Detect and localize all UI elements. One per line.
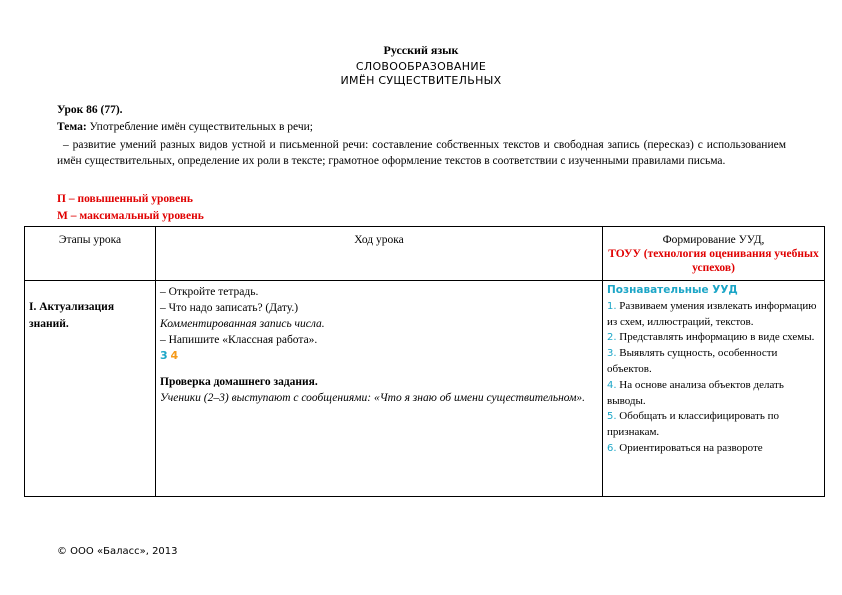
- flow-line-4: – Напишите «Классная работа».: [160, 334, 318, 346]
- header-uud-line1: Формирование УУД,: [662, 234, 765, 246]
- uud-title: Познавательные УУД: [607, 284, 738, 296]
- header-flow: Ход урока: [156, 227, 603, 281]
- page-title-line-2: ИМЁН СУЩЕСТВИТЕЛЬНЫХ: [340, 74, 502, 87]
- uud-item: 1. Развиваем умения извлекать информацию из схем, иллюстраций, текстов.: [607, 299, 817, 328]
- level-maximum: М – максимальный уровень: [57, 210, 204, 222]
- uud-item: 5. Обобщать и классифицировать по признакам.: [607, 410, 779, 439]
- stage-cell: [25, 281, 156, 497]
- slide-number-4: 4: [170, 349, 179, 362]
- header-stages: Этапы урока: [25, 227, 156, 281]
- flow-line-1: – Откройте тетрадь.: [160, 286, 259, 298]
- uud-item: 4. На основе анализа объектов делать выводы.: [607, 378, 784, 407]
- uud-item: 3. Выявлять сущность, особенности объектов.: [607, 347, 778, 375]
- table-row: [25, 281, 825, 497]
- topic-text: Употребление имён существительных в речи;: [86, 121, 313, 133]
- flow-cell: [156, 281, 603, 497]
- lesson-topic: [57, 120, 786, 136]
- header-toyu: ТОУУ (технология оценивания учебных успехов): [608, 248, 819, 274]
- uud-cell: [603, 281, 825, 497]
- table-header-row: [25, 227, 825, 281]
- lesson-plan-table: [24, 226, 825, 497]
- copyright-footer: © ООО «Баласс», 2013: [57, 546, 178, 557]
- topic-label: Тема:: [57, 121, 87, 133]
- slide-number-3: 3: [160, 349, 168, 362]
- stage-roman: I: [29, 301, 34, 313]
- slide-numbers: [160, 348, 598, 364]
- subject-title: Русский язык: [383, 43, 459, 57]
- lesson-number: Урок 86 (77).: [57, 104, 123, 116]
- flow-line-2: – Что надо записать? (Дату.): [160, 302, 299, 314]
- level-advanced: П – повышенный уровень: [57, 193, 193, 205]
- homework-title: Проверка домашнего задания.: [160, 376, 318, 388]
- uud-item: 2. Представлять информацию в виде схемы.: [607, 331, 815, 344]
- flow-line-3: Комментированная запись числа.: [160, 318, 325, 330]
- lesson-goal: – развитие умений разных видов устной и письменной речи: составление собственных текстов и свободная запись (пересказ) с использованием имён существительных, определение их роли в тексте; грамотное оформление текстов в соответствии с изученными правилами письма.: [57, 139, 786, 167]
- header-uud: [603, 227, 825, 281]
- uud-item: 6. Ориентироваться на развороте: [607, 441, 763, 454]
- stage-label: . Актуализация знаний.: [29, 301, 115, 330]
- page-title-line-1: СЛОВООБРАЗОВАНИЕ: [355, 60, 487, 73]
- homework-text: Ученики (2–3) выступают с сообщениями: «Что я знаю об имени существительном».: [160, 392, 586, 404]
